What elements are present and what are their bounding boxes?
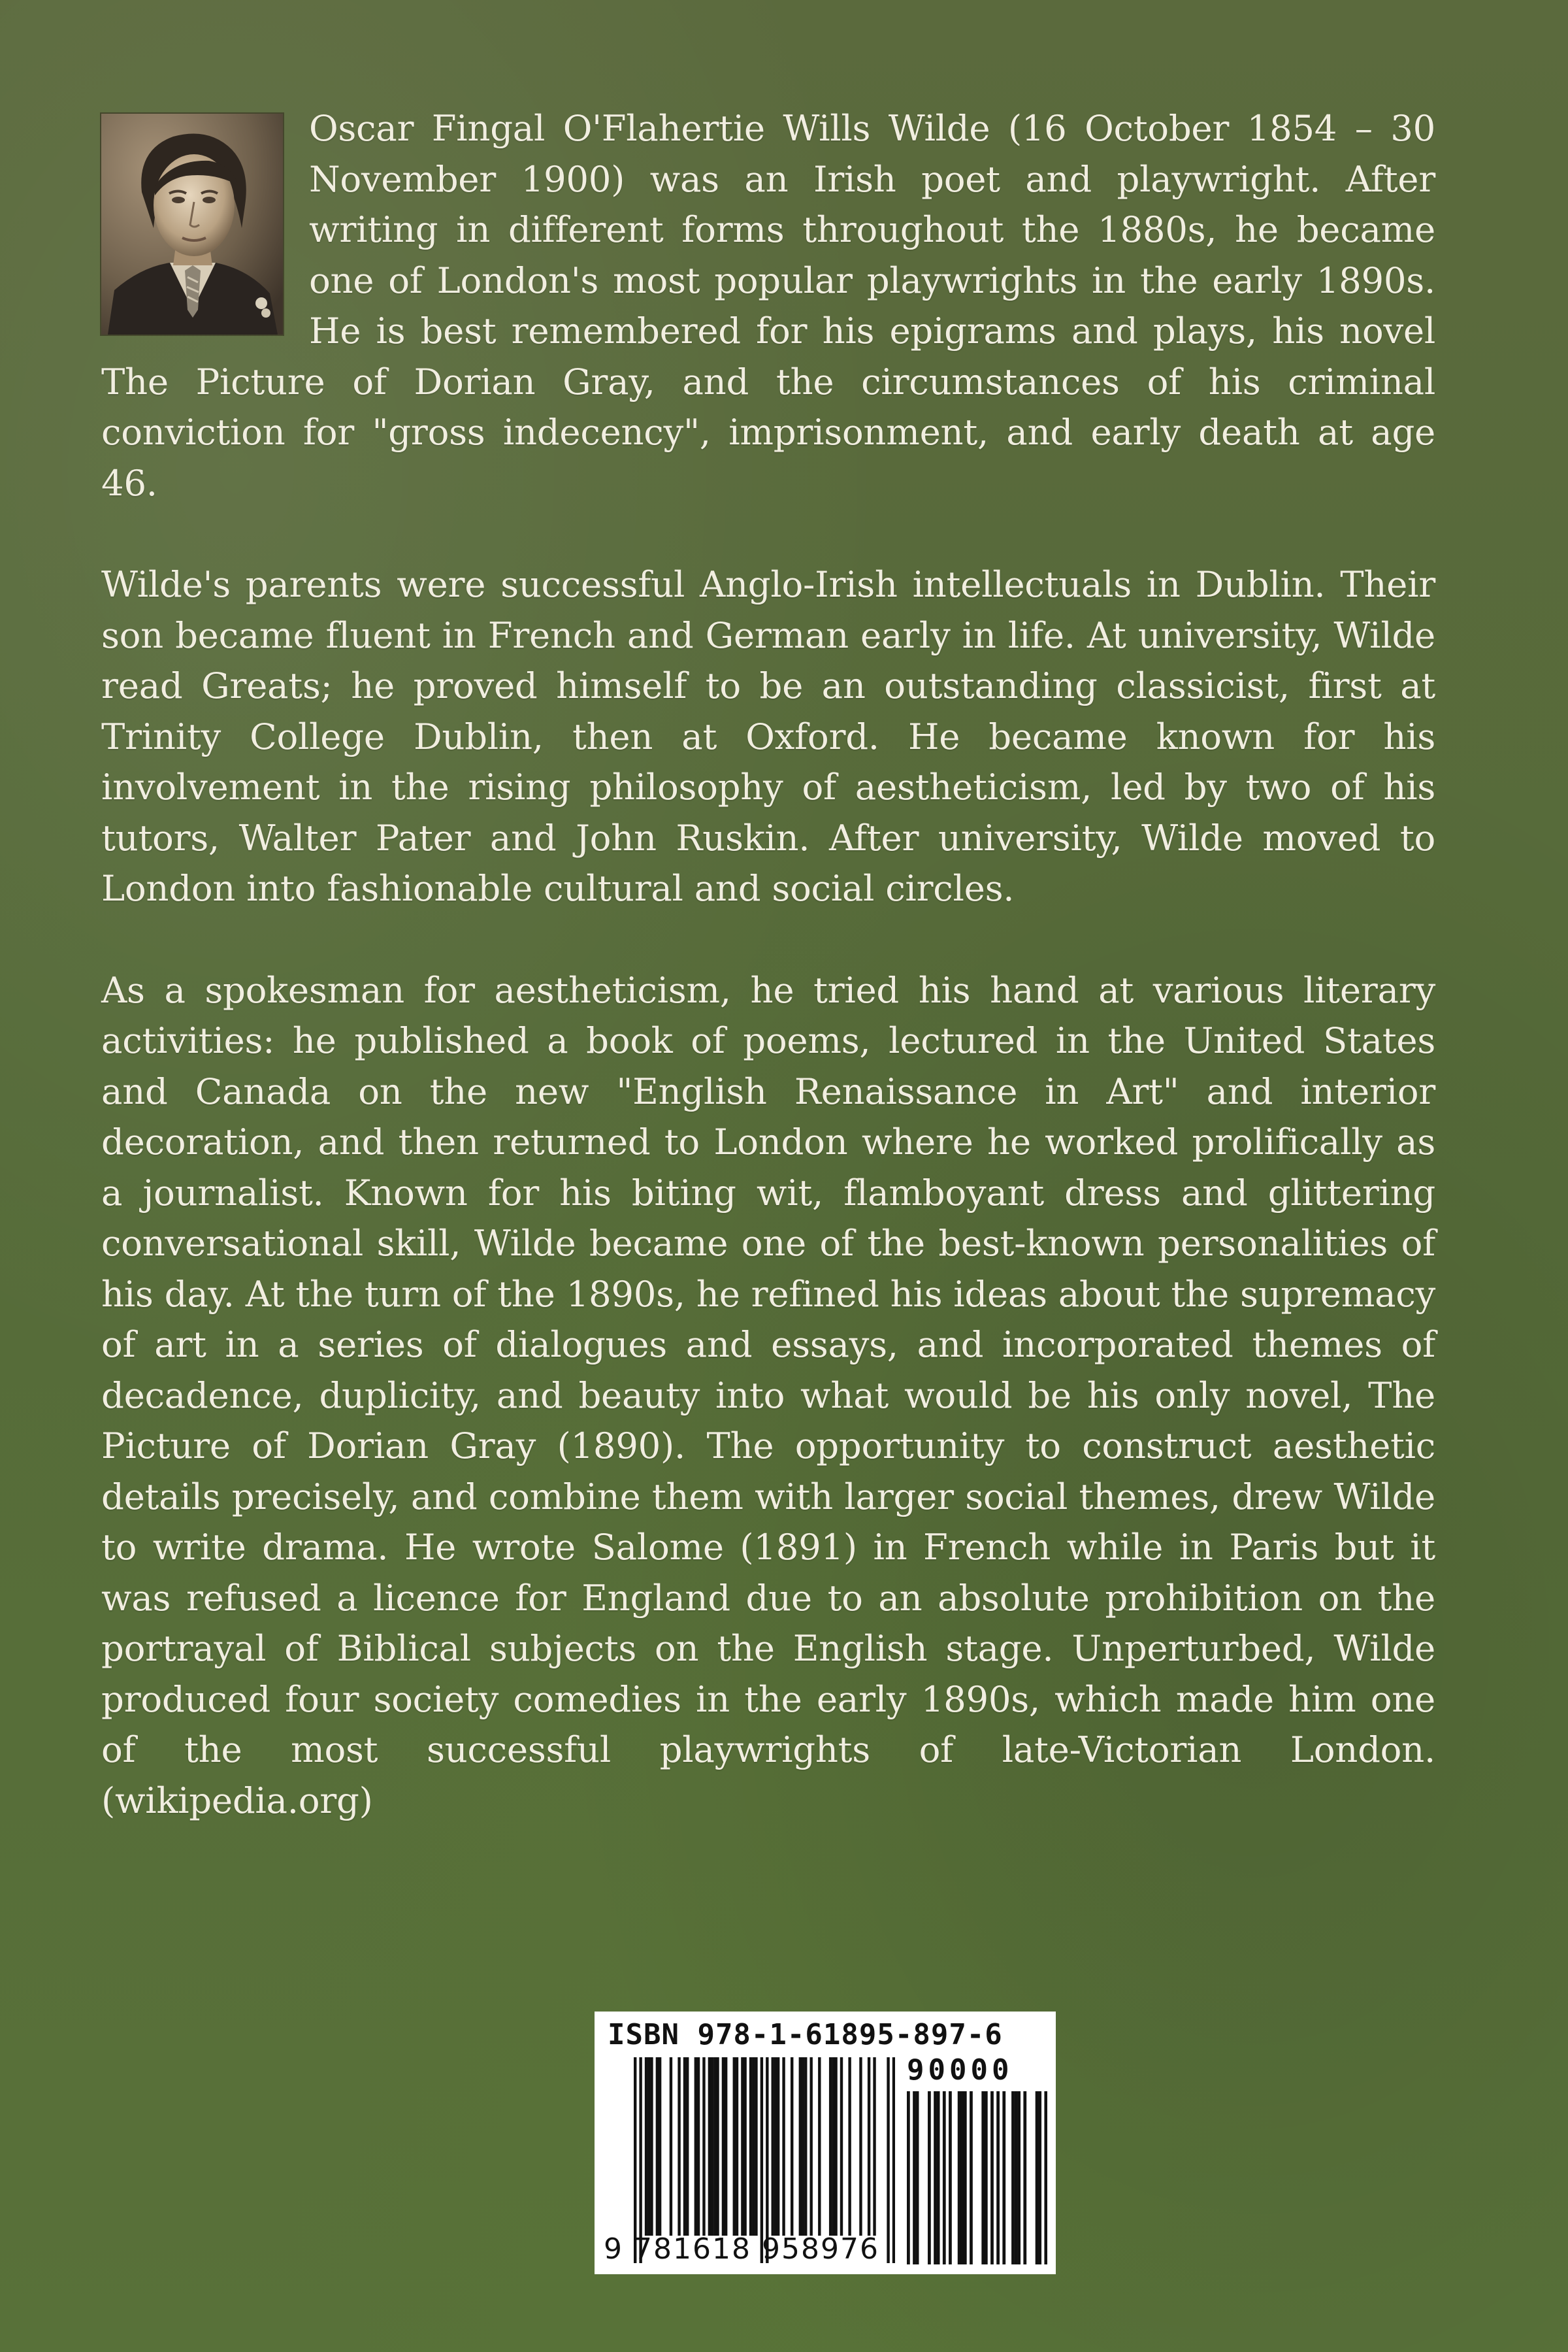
- barcode-bar: [791, 2057, 793, 2236]
- barcode-bar: [711, 2057, 713, 2236]
- addon-bar: [1036, 2091, 1039, 2264]
- barcode-bar: [749, 2057, 752, 2236]
- barcode-bar: [834, 2057, 837, 2236]
- addon-bar: [958, 2091, 961, 2264]
- addon-bar: [1011, 2091, 1015, 2264]
- addon-bar: [916, 2091, 919, 2264]
- barcode-bar: [829, 2057, 832, 2236]
- addon-bar: [949, 2091, 952, 2264]
- portrait-photo-icon: [101, 114, 283, 335]
- addon-bar: [970, 2091, 973, 2264]
- barcode-bar: [809, 2057, 812, 2236]
- barcode-bar: [702, 2057, 705, 2236]
- addon-bar: [990, 2091, 994, 2264]
- author-portrait: [101, 114, 283, 335]
- barcode-bar: [774, 2057, 777, 2236]
- addon-bar: [1044, 2091, 1047, 2264]
- addon-bar: [981, 2091, 985, 2264]
- barcode-bar: [659, 2057, 661, 2236]
- price-code: 90000: [907, 2053, 1013, 2087]
- author-biography: [101, 103, 1435, 1877]
- barcode-bar: [656, 2057, 659, 2236]
- barcode-bar: [752, 2057, 755, 2236]
- barcode-bar: [840, 2057, 843, 2236]
- barcode-bar: [804, 2057, 807, 2236]
- barcode-bar: [772, 2057, 774, 2236]
- barcode-bar: [650, 2057, 653, 2236]
- barcode-bar: [725, 2057, 727, 2236]
- barcode-bar: [733, 2057, 736, 2236]
- barcode-bar: [832, 2057, 834, 2236]
- addon-bar: [943, 2091, 946, 2264]
- barcode-bar: [683, 2057, 686, 2236]
- barcode-bar: [645, 2057, 647, 2236]
- addon-bar: [1038, 2091, 1041, 2264]
- ean-first-digit: 9: [604, 2232, 623, 2266]
- isbn-barcode: [595, 2012, 1056, 2274]
- ean-right-group: 958976: [761, 2232, 879, 2266]
- bio-paragraph-2: Wilde's parents were successful Anglo-Irish intellectuals in Dublin. Their son became fluent in French and German early in life. At university, Wilde read Greats; he proved himself to be an outstanding classicist, first at Trinity College Dublin, then at Oxford. He became known for his involvement in the rising philosophy of aestheticism, led by two of his tutors, Walter Pater and John Ruskin. After university, Wilde moved to London into fashionable cultural and social circles.: [101, 563, 1435, 909]
- bio-paragraph-1: [101, 103, 1435, 508]
- barcode-bar: [818, 2057, 821, 2236]
- addon-bar: [985, 2091, 988, 2264]
- barcode-bar: [741, 2057, 743, 2236]
- bio-paragraph-1-text: Oscar Fingal O'Flahertie Wills Wilde (16 October 1854 – 30 November 1900) was an Irish poet and playwright. After writing in different forms throughout the 1880s, he became one of London's most popular playwrights in the early 1890s. He is best remembered for his epigrams and plays, his novel The Picture of Dorian Gray, and the circumstances of his criminal conviction for "gross indecency", imprisonment, and early death at age 46.: [101, 107, 1435, 504]
- barcode-bar: [713, 2057, 716, 2236]
- addon-bar: [928, 2091, 931, 2264]
- barcode-bar: [708, 2057, 711, 2236]
- addon-bar: [907, 2091, 910, 2264]
- ean-digits: [604, 2232, 879, 2266]
- addon-bar: [1023, 2091, 1026, 2264]
- barcode-bar: [777, 2057, 779, 2236]
- addon-bar: [996, 2091, 1000, 2264]
- barcode-bar: [736, 2057, 738, 2236]
- addon-bar: [1017, 2091, 1021, 2264]
- barcode-bar: [743, 2057, 746, 2236]
- barcode-bar: [647, 2057, 650, 2236]
- barcode-bar: [697, 2057, 700, 2236]
- isbn-label: ISBN 978-1-61895-897-6: [608, 2018, 1003, 2051]
- addon-bar: [1015, 2091, 1018, 2264]
- barcode-bar: [670, 2057, 672, 2236]
- barcode-bar: [887, 2057, 889, 2263]
- barcode-bar: [873, 2057, 875, 2236]
- barcode-bar: [678, 2057, 680, 2236]
- addon-bar: [964, 2091, 967, 2264]
- addon-bar: [937, 2091, 940, 2264]
- addon-bar: [1002, 2091, 1005, 2264]
- barcode-bar: [716, 2057, 719, 2236]
- addon-bar: [960, 2091, 964, 2264]
- barcode-bar: [859, 2057, 862, 2236]
- barcode-bar: [892, 2057, 895, 2263]
- barcode-bar: [848, 2057, 851, 2236]
- addon-bar: [913, 2091, 916, 2264]
- barcode-bar: [755, 2057, 757, 2236]
- barcode-bar: [782, 2057, 785, 2236]
- bio-paragraph-3: As a spokesman for aestheticism, he tried his hand at various literary activities: he published a book of poems, lectured in the United States and Canada on the new "English Renaissance in Art" and interior decoration, and then returned to London where he worked prolifically as a journalist. Known for his biting wit, flamboyant dress and glittering conversational skill, Wilde became one of the best-known personalities of his day. At the turn of the 1890s, he refined his ideas about the supremacy of art in a series of dialogues and essays, and incorporated themes of decadence, duplicity, and beauty into what would be his only novel, The Picture of Dorian Gray (1890). The opportunity to construct aesthetic details precisely, and combine them with larger social themes, drew Wilde to write drama. He wrote Salome (1891) in French while in Paris but it was refused a licence for England due to an absolute prohibition on the portrayal of Biblical subjects on the English stage. Unperturbed, Wilde produced four society comedies in the early 1890s, which made him one of the most successful playwrights of late-Victorian London. (wikipedia.org): [101, 969, 1435, 1821]
- ean-left-group: 781618: [634, 2232, 751, 2266]
- addon-barcode-bars: [907, 2091, 1047, 2264]
- addon-bar: [934, 2091, 937, 2264]
- barcode-bar: [868, 2057, 870, 2236]
- barcode-bar: [799, 2057, 802, 2236]
- barcode-bar: [802, 2057, 804, 2236]
- barcode-bar: [686, 2057, 689, 2236]
- barcode-bar: [694, 2057, 697, 2236]
- barcode-bar: [722, 2057, 725, 2236]
